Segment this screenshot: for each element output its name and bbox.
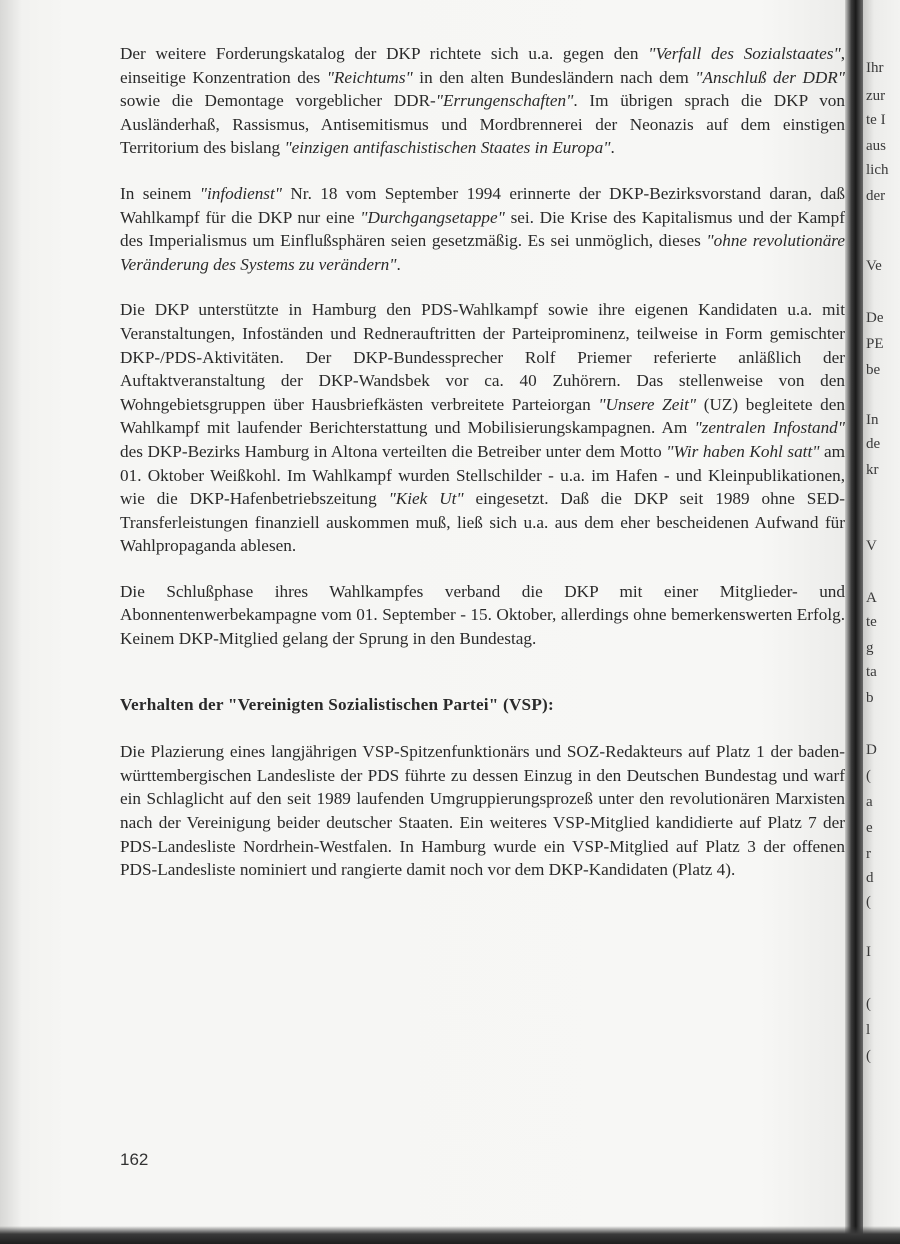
text-run: in den alten Bundesländern nach dem (412, 67, 696, 87)
text-run: . (396, 254, 401, 274)
facing-page-fragment: g (866, 640, 874, 656)
facing-page-fragment: I (866, 944, 871, 960)
facing-page-fragment: a (866, 794, 873, 810)
facing-page-fragment: Ihr (866, 60, 884, 76)
facing-page-fragment: e (866, 820, 873, 836)
quoted-phrase: "Anschluß der DDR" (695, 67, 845, 87)
quoted-phrase: "Errungenschaften" (435, 91, 574, 111)
facing-page-fragment: A (866, 590, 877, 606)
quoted-phrase: "Reichtums" (326, 67, 413, 87)
page-left-shadow (0, 0, 22, 1244)
facing-page-fragment: r (866, 846, 871, 862)
facing-page-fragment: aus (866, 138, 886, 154)
text-run: am 01. Oktober Weißkohl. Im Wahlkampf wurden Stellschilder - u.a. im Hafen - und Kleinpublikationen, wie die DKP-Hafenbetriebszeitung (120, 441, 846, 509)
page-number: 162 (120, 1150, 149, 1169)
text-run: Die Plazierung eines langjährigen VSP-Spitzenfunktionärs und SOZ-Redakteurs auf Platz 1 der baden-württembergischen Landesliste der PDS führte zu dessen Einzug in den Deutschen Bundestag und warf ein Schlaglicht auf den seit 1989 laufenden Umgruppierungsprozeß unter den revolutionären Marxisten nach der Vereinigung beider deutscher Staaten. Ein weiteres VSP-Mitglied kandidierte auf Platz 7 der PDS-Landesliste Nordrhein-Westfalen. In Hamburg wurde ein VSP-Mitglied auf Platz 3 der offenen PDS-Landesliste nominiert und rangierte damit noch vor dem DKP-Kandidaten (Platz 4). (120, 742, 845, 880)
facing-page-fragment: ( (866, 1048, 871, 1064)
quoted-phrase: "zentralen Infostand" (694, 418, 845, 438)
quoted-phrase: "Unsere Zeit" (598, 394, 697, 414)
facing-page-fragment: b (866, 690, 874, 706)
paragraph (120, 298, 845, 558)
quoted-phrase: "infodienst" (199, 183, 282, 203)
facing-page-fragment: V (866, 538, 877, 554)
facing-page-fragment: d (866, 870, 874, 886)
facing-page-fragment: ( (866, 894, 871, 910)
text-run: sowie die Demontage vorgeblicher DDR- (120, 91, 436, 111)
facing-page-fragment: te I (866, 112, 886, 128)
paragraph (120, 580, 845, 651)
section-heading: Verhalten der "Vereinigten Sozialistischen Partei" (VSP): (120, 694, 554, 714)
text-run: Der weitere Forderungskatalog der DKP richtete sich u.a. gegen den (120, 44, 649, 63)
paragraph (120, 182, 845, 276)
facing-page-fragment: ( (866, 768, 871, 784)
facing-page-fragment: kr (866, 462, 879, 478)
book-gutter (845, 0, 863, 1244)
quoted-phrase: "einzigen antifaschistischen Staates in Europa" (284, 138, 611, 158)
quoted-phrase: "ohne revolutionäre Veränderung des Systems zu verändern" (120, 231, 845, 274)
facing-page-fragment: PE (866, 336, 884, 352)
body-text (120, 42, 845, 904)
facing-page-fragment: te (866, 614, 877, 630)
paragraphs-before-heading (120, 42, 845, 651)
quoted-phrase: "Durchgangsetappe" (360, 207, 505, 227)
quoted-phrase: "Kiek Ut" (388, 489, 464, 509)
scan-bottom-edge (0, 1226, 900, 1244)
quoted-phrase: "Wir haben Kohl satt" (666, 441, 820, 461)
facing-page-fragment: De (866, 310, 884, 326)
text-run: Die Schlußphase ihres Wahlkampfes verband die DKP mit einer Mitglieder- und Abonnentenwerbekampagne vom 01. September - 15. Oktober, allerdings ohne bemerkenswerten Erfolg. Keinem DKP-Mitglied gelang der Sprung in den Bundestag. (120, 581, 845, 649)
facing-page-fragment: Ve (866, 258, 882, 274)
text-run: In seinem (120, 183, 200, 203)
text-run: Die DKP unterstützte in Hamburg den PDS-Wahlkampf sowie ihre eigenen Kandidaten u.a. mit Veranstaltungen, Infoständen und Rednerauftritten der Parteiprominenz, teilweise in Form gemischter DKP-/PDS-Aktivitäten. Der DKP-Bundessprecher Rolf Priemer referierte anläßlich der Auftaktveranstaltung der DKP-Wandsbek vor ca. 40 Zuhörern. Das stellenweise von den Wohngebietsgruppen über Hausbriefkästen verbreitete Parteiorgan (120, 300, 845, 414)
facing-page-edge (863, 0, 900, 1244)
paragraphs-after-heading (120, 740, 845, 882)
text-run: sei. Die Krise des Kapitalismus und der Kampf des Imperialismus um Einflußsphären seien gesetzmäßig. Es sei unmöglich, dieses (120, 207, 845, 251)
facing-page-fragment: lich (866, 162, 889, 178)
text-run: des DKP-Bezirks Hamburg in Altona verteilten die Betreiber unter dem Motto (120, 441, 667, 461)
facing-page-fragment: l (866, 1022, 871, 1038)
facing-page-fragment: de (866, 436, 881, 452)
facing-page-fragment: be (866, 362, 881, 378)
facing-page-fragment: ta (866, 664, 877, 680)
text-run: . (610, 138, 615, 158)
text-run: . Im übrigen sprach die DKP von Ausländerhaß, Rassismus, Antisemitismus und Mordbrennerei der Neonazis auf dem einstigen Territorium des bislang (120, 91, 845, 158)
facing-page-fragment: zur (866, 88, 886, 104)
text-run: (UZ) begleitete den Wahlkampf mit laufender Berichterstattung und Mobilisierungskampagnen. Am (120, 394, 845, 438)
facing-page-fragment: ( (866, 996, 871, 1012)
text-run: Nr. 18 vom September 1994 erinnerte der DKP-Bezirksvorstand daran, daß Wahlkampf für die DKP nur eine (120, 183, 845, 227)
facing-page-fragment: der (866, 188, 886, 204)
paragraph (120, 740, 845, 882)
facing-page-fragment: D (866, 742, 877, 758)
text-run: , einseitige Konzentration des (120, 44, 845, 87)
paragraph (120, 42, 845, 160)
text-run: eingesetzt. Daß die DKP seit 1989 ohne SED-Transferleistungen finanziell auskommen muß, ließ sich u.a. aus dem eher bescheidenen Aufwand für Wahlpropaganda ablesen. (120, 489, 845, 556)
facing-page-fragment: In (866, 412, 879, 428)
quoted-phrase: "Verfall des Sozialstaates" (648, 44, 841, 63)
